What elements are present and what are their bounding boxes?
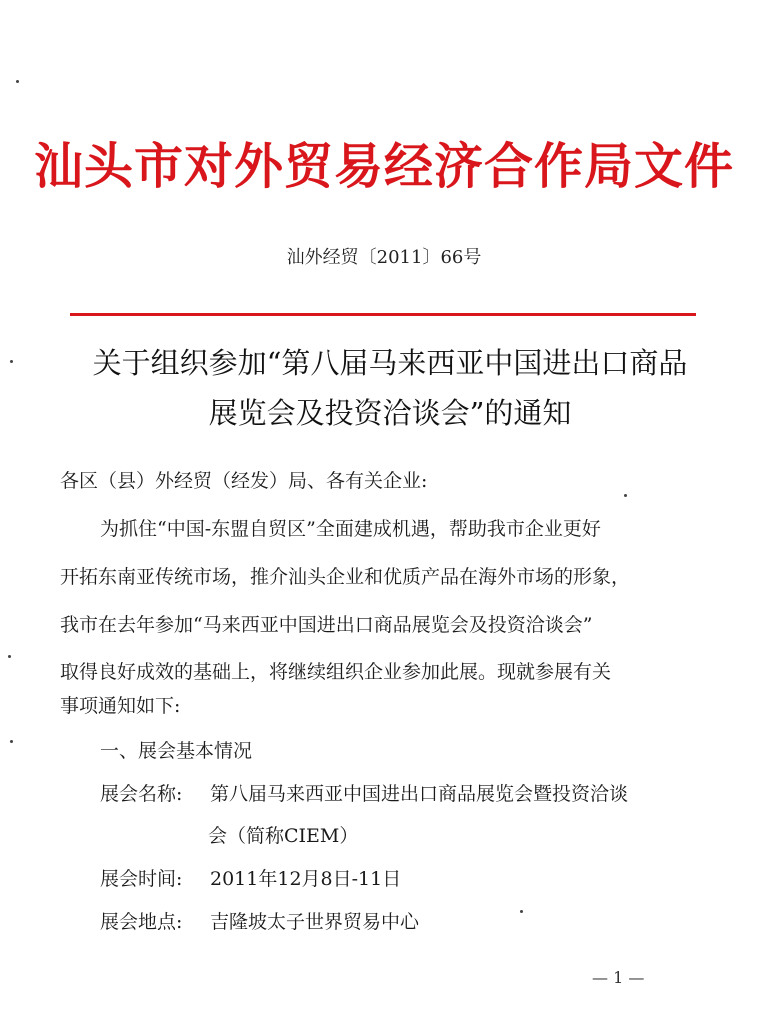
scan-speck (10, 740, 13, 743)
scan-speck (16, 80, 19, 83)
paragraph-line: 取得良好成效的基础上，将继续组织企业参加此展。现就参展有关 (60, 661, 612, 683)
field-label-time: 展会时间: (100, 868, 183, 890)
scan-speck (10, 360, 13, 363)
field-value-venue: 吉隆坡太子世界贸易中心 (210, 911, 420, 933)
field-label-venue: 展会地点: (100, 911, 183, 933)
paragraph-line: 为抓住“中国-东盟自贸区”全面建成机遇，帮助我市企业更好 (100, 518, 601, 540)
field-label-name: 展会名称: (100, 783, 183, 805)
scan-speck (520, 910, 523, 913)
page-number: — 1 — (592, 968, 645, 987)
issuing-authority-title: 汕头市对外贸易经济合作局文件 (33, 137, 734, 195)
section-heading: 一、展会基本情况 (100, 740, 253, 762)
scan-speck (8, 655, 11, 658)
salutation: 各区（县）外经贸（经发）局、各有关企业: (60, 470, 428, 492)
field-value-name: 第八届马来西亚中国进出口商品展览会暨投资洽谈 (210, 783, 629, 805)
subject-line-1: 关于组织参加“第八届马来西亚中国进出口商品 (92, 346, 688, 380)
field-value-name-cont: 会（简称CIEM） (208, 825, 359, 847)
document-subject (60, 338, 720, 438)
paragraph-line: 事项通知如下: (60, 695, 181, 717)
paragraph-line: 我市在去年参加“马来西亚中国进出口商品展览会及投资洽谈会” (60, 614, 593, 636)
field-value-time: 2011年12月8日-11日 (210, 868, 402, 890)
paragraph-line: 开拓东南亚传统市场，推介汕头企业和优质产品在海外市场的形象， (60, 566, 631, 588)
red-header-rule (70, 313, 696, 316)
document-number: 汕外经贸〔2011〕66号 (286, 247, 482, 268)
subject-line-2: 展览会及投资洽谈会”的通知 (208, 396, 572, 430)
scan-speck (624, 494, 627, 497)
